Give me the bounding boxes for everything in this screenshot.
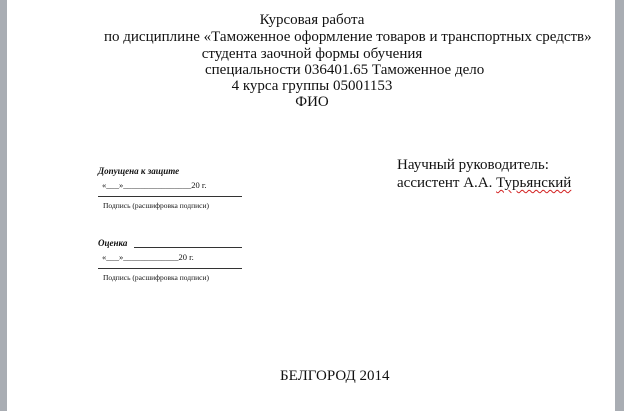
admission-date-line: «___»________________20 г. <box>102 180 207 190</box>
title-line-fio: ФИО <box>295 94 329 110</box>
admitted-label: Допущена к защите <box>98 166 180 176</box>
grade-date-line: «___»_____________20 г. <box>102 252 194 262</box>
title-line-student: студента заочной формы обучения <box>201 46 423 62</box>
supervisor-heading: Научный руководитель: <box>397 157 549 173</box>
title-line-discipline: по дисциплине «Таможенное оформление товаров и транспортных средств» <box>104 29 592 45</box>
city-year: БЕЛГОРОД 2014 <box>280 368 390 384</box>
grade-signature-rule <box>98 268 242 269</box>
grade-signature-caption: Подпись (расшифровка подписи) <box>103 273 209 282</box>
title-line-group: 4 курса группы 05001153 <box>231 78 393 94</box>
grade-label: Оценка <box>98 238 128 248</box>
supervisor-surname-spellcheck: Турьянский <box>496 175 572 191</box>
grade-blank-rule <box>134 247 242 248</box>
supervisor-position: ассистент А.А. <box>397 175 497 191</box>
title-line-specialty: специальности 036401.65 Таможенное дело <box>205 62 485 78</box>
admission-signature-rule <box>98 196 242 197</box>
admission-signature-caption: Подпись (расшифровка подписи) <box>103 201 209 210</box>
supervisor-name <box>397 174 571 192</box>
title-line-coursework: Курсовая работа <box>259 12 365 28</box>
